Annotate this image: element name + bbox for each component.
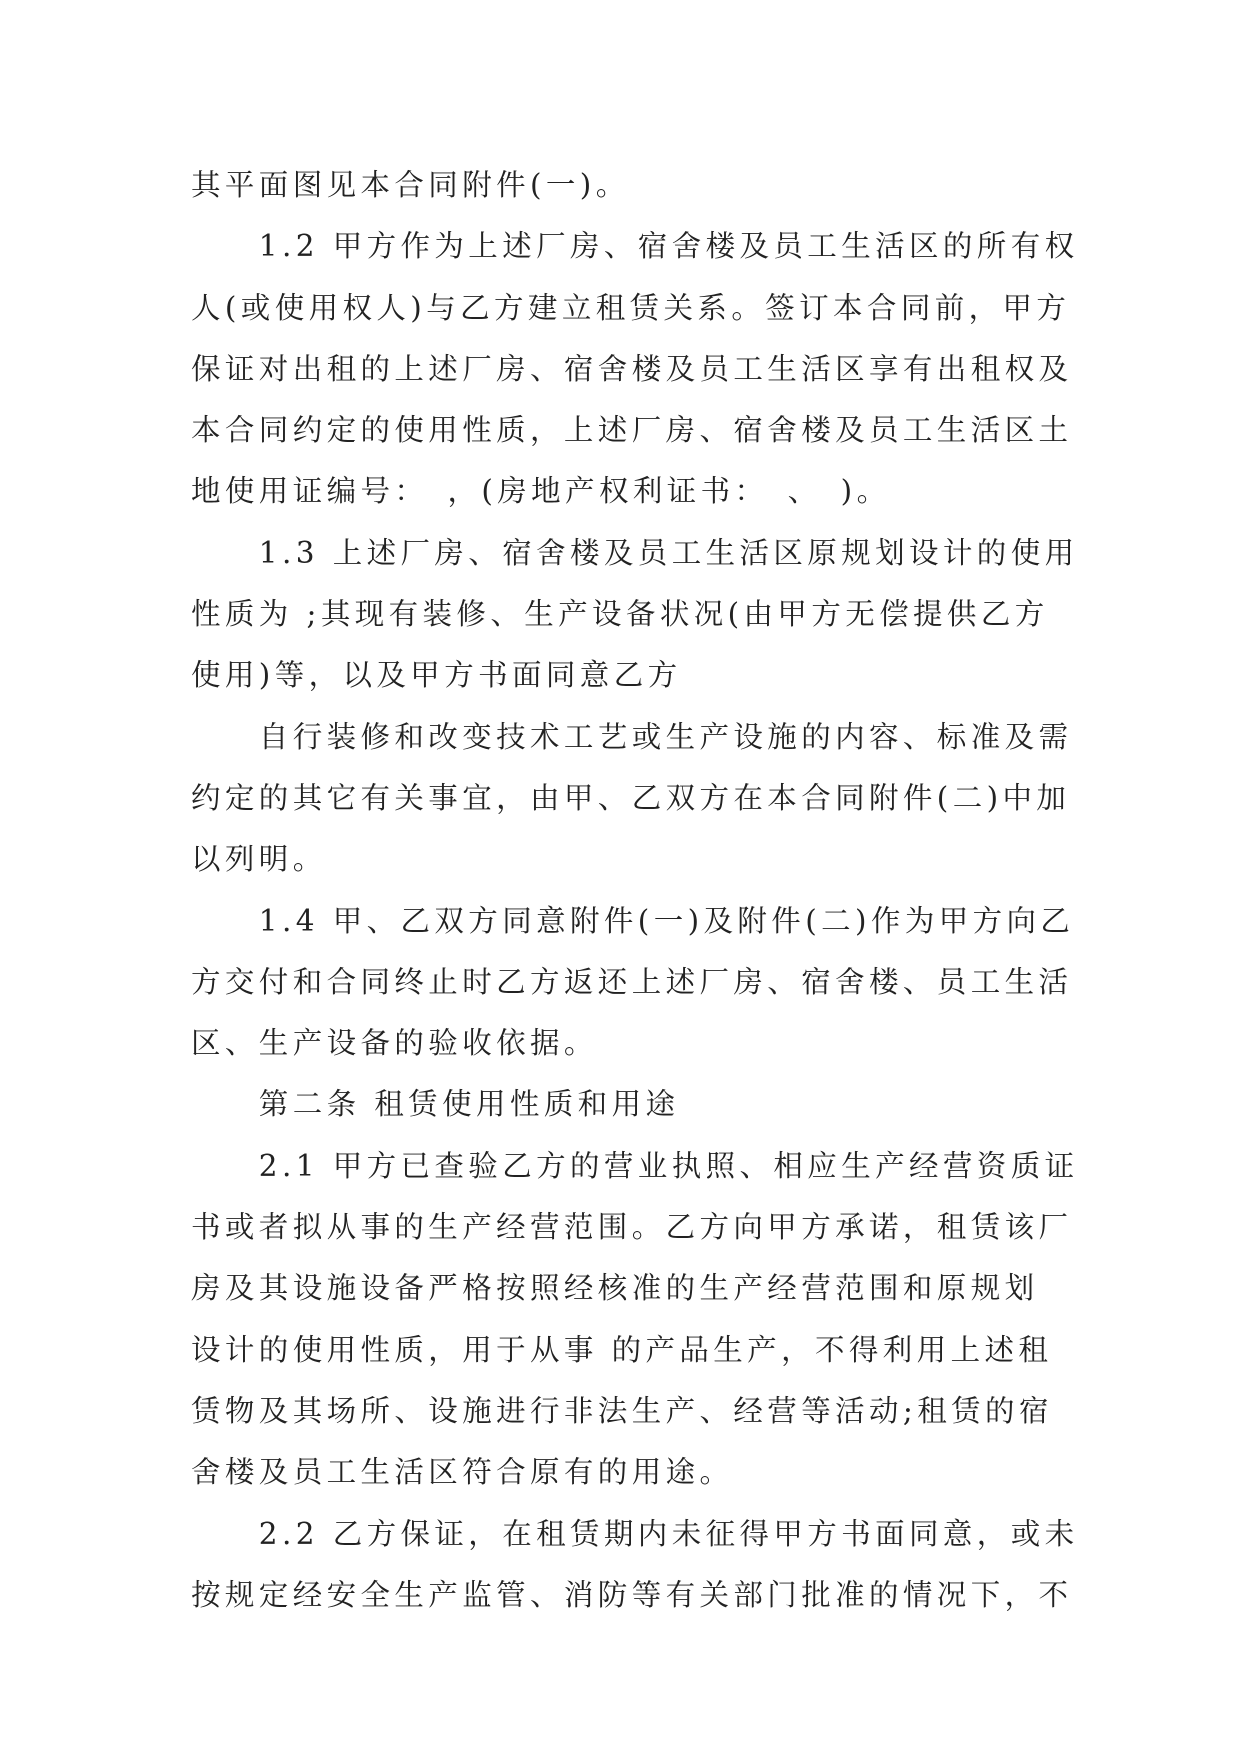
contract-text-body: [191, 155, 1079, 1626]
text-line-21: 赁物及其场所、设施进行非法生产、经营等活动;租赁的宿: [191, 1393, 1053, 1428]
text-line-18: 书或者拟从事的生产经营范围。乙方向甲方承诺，租赁该厂: [191, 1210, 1073, 1245]
text-line-9: 使用)等，以及甲方书面同意乙方: [191, 658, 682, 693]
section-heading-article-2: 第二条 租赁使用性质和用途: [191, 1087, 680, 1122]
text-line-10: 自行装修和改变技术工艺或生产设施的内容、标准及需: [191, 719, 1073, 754]
text-line-8: 性质为 ;其现有装修、生产设备状况(由甲方无偿提供乙方: [191, 597, 1049, 632]
text-line-22: 舍楼及员工生活区符合原有的用途。: [191, 1455, 734, 1490]
text-line-13: 1.4 甲、乙双方同意附件(一)及附件(二)作为甲方向乙: [191, 903, 1075, 938]
text-line-19: 房及其设施设备严格按照经核准的生产经营范围和原规划: [191, 1271, 1039, 1306]
text-line-15: 区、生产设备的验收依据。: [191, 1026, 598, 1061]
text-line-6: 地使用证编号： ，(房地产权利证书： 、 )。: [191, 474, 891, 509]
text-line-5: 本合同约定的使用性质，上述厂房、宿舍楼及员工生活区土: [191, 413, 1073, 448]
text-line-24: 按规定经安全生产监管、消防等有关部门批准的情况下，不: [191, 1577, 1073, 1612]
text-line-14: 方交付和合同终止时乙方返还上述厂房、宿舍楼、员工生活: [191, 964, 1073, 999]
text-line-3: 人(或使用权人)与乙方建立租赁关系。签订本合同前，甲方: [191, 290, 1071, 325]
text-line-4: 保证对出租的上述厂房、宿舍楼及员工生活区享有出租权及: [191, 351, 1073, 386]
text-line-7: 1.3 上述厂房、宿舍楼及员工生活区原规划设计的使用: [191, 535, 1079, 570]
text-line-12: 以列明。: [191, 842, 327, 877]
text-line-1: 其平面图见本合同附件(一)。: [191, 168, 630, 202]
text-line-23: 2.2 乙方保证，在租赁期内未征得甲方书面同意，或未: [191, 1516, 1079, 1551]
text-line-17: 2.1 甲方已查验乙方的营业执照、相应生产经营资质证: [191, 1148, 1079, 1183]
text-line-20: 设计的使用性质，用于从事 的产品生产，不得利用上述租: [191, 1332, 1053, 1367]
text-line-11: 约定的其它有关事宜，由甲、乙双方在本合同附件(二)中加: [191, 780, 1071, 815]
text-line-2: 1.2 甲方作为上述厂房、宿舍楼及员工生活区的所有权: [191, 229, 1079, 264]
